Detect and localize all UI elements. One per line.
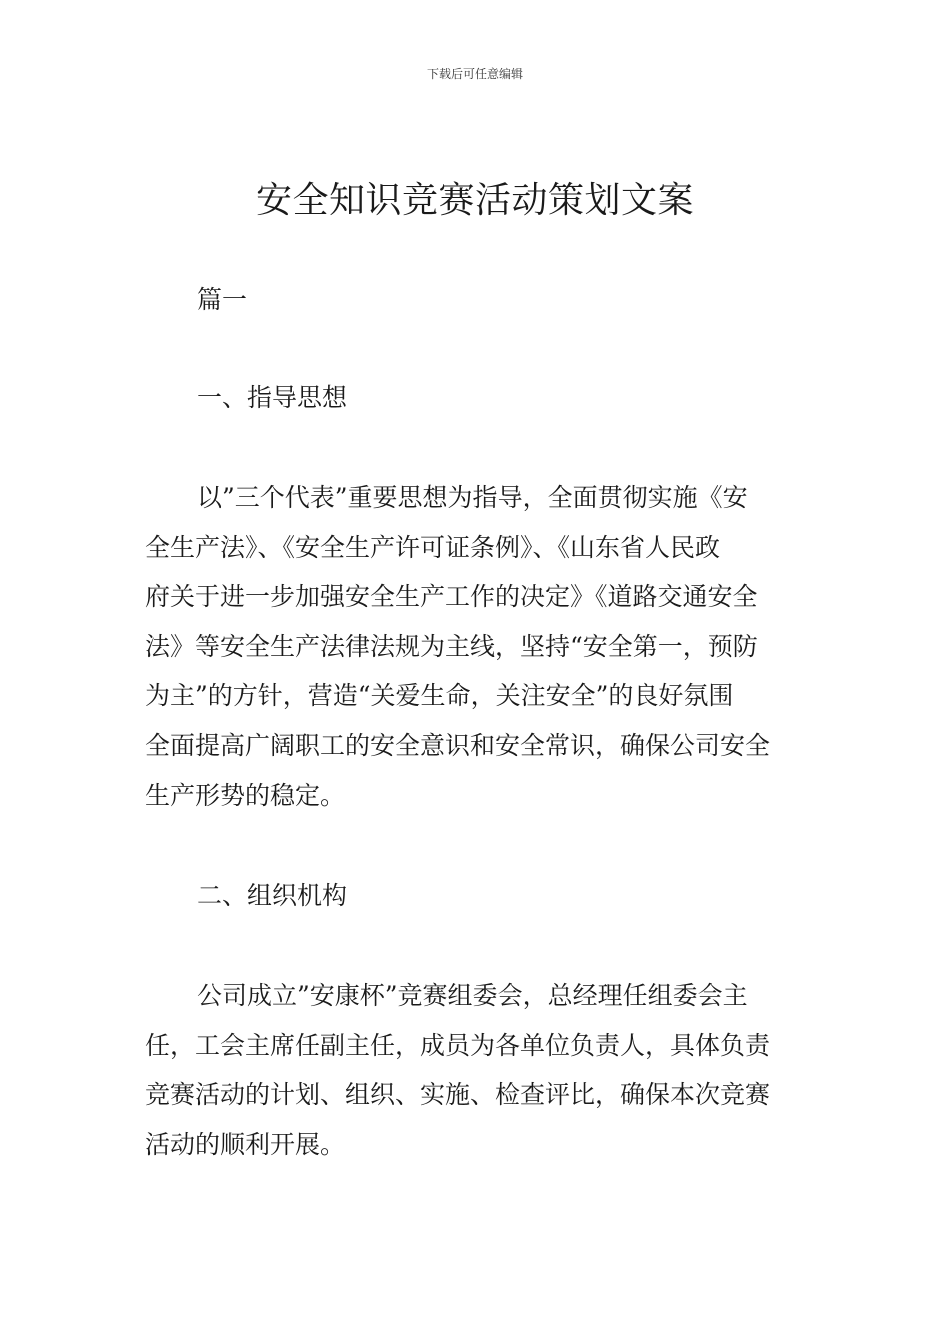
part-label: 篇一 [197,285,248,314]
paragraph-line: 以”三个代表”重要思想为指导，全面贯彻实施《安 [197,483,748,512]
paragraph-line: 法》等安全生产法律法规为主线，坚持“安全第一，预防 [145,631,758,661]
header-note: 下载后可任意编辑 [426,67,523,81]
paragraph-line: 竞赛活动的计划、组织、实施、检查评比，确保本次竞赛 [145,1080,771,1110]
section-heading-guiding-ideology: 一、指导思想 [197,383,348,412]
paragraph-line: 活动的顺利开展。 [145,1129,346,1159]
document-title: 安全知识竞赛活动策划文案 [255,180,694,221]
paragraph-line: 为主”的方针，营造“关爱生命，关注安全”的良好氛围 [145,681,734,711]
paragraph-line: 任，工会主席任副主任，成员为各单位负责人，具体负责 [145,1030,771,1060]
paragraph-line: 公司成立”安康杯”竞赛组委会，总经理任组委会主 [197,981,748,1010]
paragraph-line: 全生产法》、《安全生产许可证条例》、《山东省人民政 [145,532,721,562]
paragraph-line: 府关于进一步加强安全生产工作的决定》《道路交通安全 [145,582,758,612]
section-heading-organization: 二、组织机构 [197,881,348,910]
section-paragraph-organization [145,971,810,1169]
paragraph-line: 生产形势的稳定。 [145,780,346,810]
section-paragraph-guiding-ideology [145,473,810,820]
paragraph-line: 全面提高广阔职工的安全意识和安全常识，确保公司安全 [145,730,771,760]
